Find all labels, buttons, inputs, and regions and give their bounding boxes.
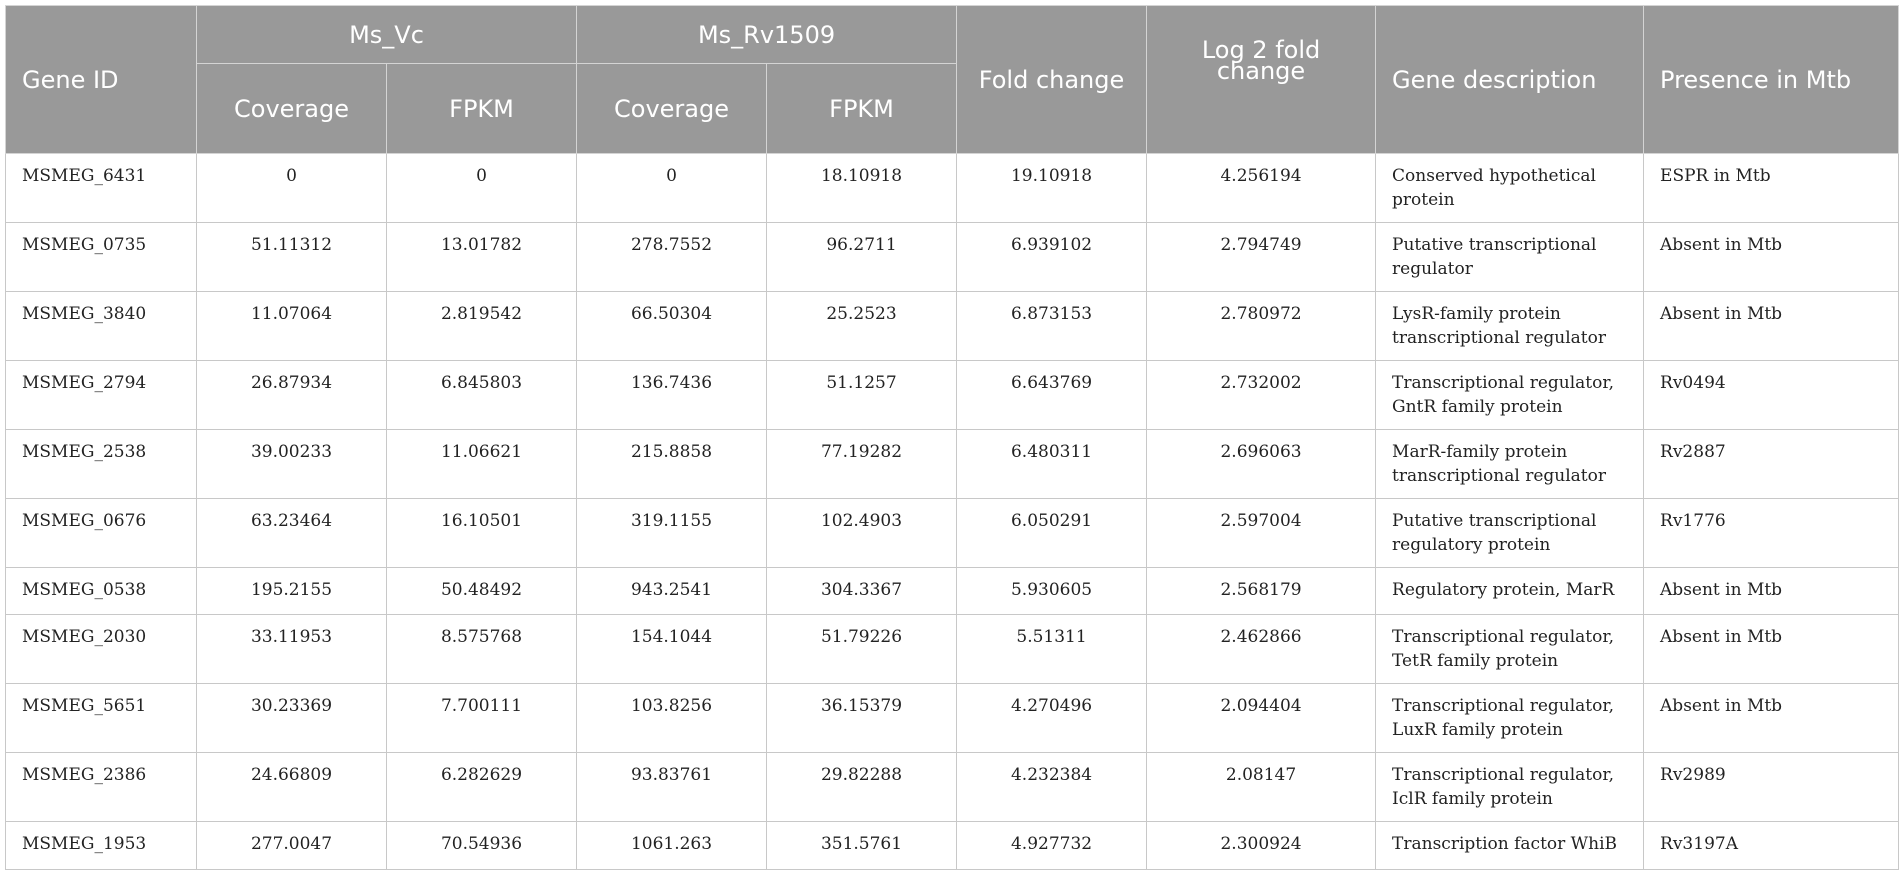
log2-fold-change-cell: 2.696063 [1147, 430, 1376, 499]
vc-coverage-cell: 63.23464 [197, 499, 387, 568]
vc-fpkm-cell: 13.01782 [387, 223, 577, 292]
vc-coverage-cell: 24.66809 [197, 753, 387, 822]
header-group-ms-rv1509: Ms_Rv1509 [577, 6, 957, 64]
vc-fpkm-cell: 70.54936 [387, 822, 577, 870]
rv-fpkm-cell: 51.1257 [767, 361, 957, 430]
rv-fpkm-cell: 96.2711 [767, 223, 957, 292]
log2-fold-change-cell: 2.780972 [1147, 292, 1376, 361]
table-row [6, 430, 1899, 499]
fold-change-cell: 6.050291 [957, 499, 1147, 568]
rv-fpkm-cell: 29.82288 [767, 753, 957, 822]
fold-change-cell: 6.939102 [957, 223, 1147, 292]
fold-change-cell: 19.10918 [957, 154, 1147, 223]
log2-fold-change-cell: 2.794749 [1147, 223, 1376, 292]
vc-coverage-cell: 195.2155 [197, 568, 387, 615]
header-gene-description: Gene description [1376, 6, 1644, 154]
gene-id-cell: MSMEG_0538 [6, 568, 197, 615]
rv-fpkm-cell: 304.3367 [767, 568, 957, 615]
vc-fpkm-cell: 16.10501 [387, 499, 577, 568]
log2-fold-change-cell: 2.094404 [1147, 684, 1376, 753]
vc-coverage-cell: 33.11953 [197, 615, 387, 684]
gene-description-cell: Transcriptional regulator, GntR family protein [1376, 361, 1644, 430]
header-group-ms-vc: Ms_Vc [197, 6, 577, 64]
table-row [6, 223, 1899, 292]
table-row [6, 615, 1899, 684]
presence-cell: Rv2989 [1644, 753, 1899, 822]
fold-change-cell: 6.643769 [957, 361, 1147, 430]
fold-change-cell: 5.51311 [957, 615, 1147, 684]
rv-coverage-cell: 319.1155 [577, 499, 767, 568]
presence-cell: Absent in Mtb [1644, 223, 1899, 292]
gene-description-cell: Putative transcriptional regulatory protein [1376, 499, 1644, 568]
gene-description-cell: Transcriptional regulator, LuxR family protein [1376, 684, 1644, 753]
header-presence-in-mtb: Presence in Mtb [1644, 6, 1899, 154]
table-row [6, 822, 1899, 870]
table-header [6, 6, 1899, 154]
log2-fold-change-cell: 2.08147 [1147, 753, 1376, 822]
vc-coverage-cell: 51.11312 [197, 223, 387, 292]
rv-coverage-cell: 1061.263 [577, 822, 767, 870]
gene-id-cell: MSMEG_1953 [6, 822, 197, 870]
table-row [6, 568, 1899, 615]
vc-coverage-cell: 0 [197, 154, 387, 223]
gene-id-cell: MSMEG_2386 [6, 753, 197, 822]
vc-coverage-cell: 277.0047 [197, 822, 387, 870]
presence-cell: Rv3197A [1644, 822, 1899, 870]
rv-fpkm-cell: 18.10918 [767, 154, 957, 223]
gene-description-cell: Conserved hypothetical protein [1376, 154, 1644, 223]
vc-fpkm-cell: 11.06621 [387, 430, 577, 499]
rv-coverage-cell: 103.8256 [577, 684, 767, 753]
gene-description-cell: Putative transcriptional regulator [1376, 223, 1644, 292]
gene-description-cell: Transcriptional regulator, TetR family protein [1376, 615, 1644, 684]
fold-change-cell: 6.480311 [957, 430, 1147, 499]
presence-cell: Absent in Mtb [1644, 615, 1899, 684]
header-rv-fpkm: FPKM [767, 64, 957, 154]
table-row [6, 154, 1899, 223]
header-log2-fold-change: Log 2 fold change [1147, 6, 1376, 154]
fold-change-cell: 5.930605 [957, 568, 1147, 615]
rv-fpkm-cell: 51.79226 [767, 615, 957, 684]
data-table-container [5, 5, 1898, 870]
header-fold-change: Fold change [957, 6, 1147, 154]
vc-coverage-cell: 30.23369 [197, 684, 387, 753]
rv-fpkm-cell: 102.4903 [767, 499, 957, 568]
vc-coverage-cell: 11.07064 [197, 292, 387, 361]
rv-fpkm-cell: 77.19282 [767, 430, 957, 499]
gene-id-cell: MSMEG_0735 [6, 223, 197, 292]
table-row [6, 499, 1899, 568]
vc-fpkm-cell: 0 [387, 154, 577, 223]
header-rv-coverage: Coverage [577, 64, 767, 154]
fold-change-cell: 6.873153 [957, 292, 1147, 361]
gene-id-cell: MSMEG_3840 [6, 292, 197, 361]
presence-cell: Rv1776 [1644, 499, 1899, 568]
presence-cell: Absent in Mtb [1644, 684, 1899, 753]
rv-coverage-cell: 136.7436 [577, 361, 767, 430]
log2-fold-change-cell: 2.568179 [1147, 568, 1376, 615]
log2-fold-change-cell: 2.462866 [1147, 615, 1376, 684]
gene-id-cell: MSMEG_2030 [6, 615, 197, 684]
presence-cell: ESPR in Mtb [1644, 154, 1899, 223]
gene-id-cell: MSMEG_2538 [6, 430, 197, 499]
vc-fpkm-cell: 7.700111 [387, 684, 577, 753]
gene-description-cell: Regulatory protein, MarR [1376, 568, 1644, 615]
rv-fpkm-cell: 25.2523 [767, 292, 957, 361]
log2-fold-change-cell: 4.256194 [1147, 154, 1376, 223]
table-row [6, 753, 1899, 822]
vc-fpkm-cell: 6.282629 [387, 753, 577, 822]
fold-change-cell: 4.232384 [957, 753, 1147, 822]
log2-fold-change-cell: 2.597004 [1147, 499, 1376, 568]
rv-coverage-cell: 154.1044 [577, 615, 767, 684]
vc-fpkm-cell: 8.575768 [387, 615, 577, 684]
rv-fpkm-cell: 36.15379 [767, 684, 957, 753]
rv-coverage-cell: 66.50304 [577, 292, 767, 361]
rv-coverage-cell: 215.8858 [577, 430, 767, 499]
table-row [6, 684, 1899, 753]
header-vc-coverage: Coverage [197, 64, 387, 154]
table-body [6, 154, 1899, 870]
vc-fpkm-cell: 2.819542 [387, 292, 577, 361]
presence-cell: Rv0494 [1644, 361, 1899, 430]
presence-cell: Absent in Mtb [1644, 568, 1899, 615]
gene-description-cell: LysR-family protein transcriptional regulator [1376, 292, 1644, 361]
log2-fold-change-cell: 2.732002 [1147, 361, 1376, 430]
fold-change-cell: 4.927732 [957, 822, 1147, 870]
table-row [6, 292, 1899, 361]
vc-coverage-cell: 39.00233 [197, 430, 387, 499]
gene-id-cell: MSMEG_5651 [6, 684, 197, 753]
vc-coverage-cell: 26.87934 [197, 361, 387, 430]
rv-coverage-cell: 93.83761 [577, 753, 767, 822]
rv-coverage-cell: 278.7552 [577, 223, 767, 292]
fold-change-cell: 4.270496 [957, 684, 1147, 753]
presence-cell: Absent in Mtb [1644, 292, 1899, 361]
header-vc-fpkm: FPKM [387, 64, 577, 154]
presence-cell: Rv2887 [1644, 430, 1899, 499]
gene-id-cell: MSMEG_6431 [6, 154, 197, 223]
gene-description-cell: Transcriptional regulator, IclR family protein [1376, 753, 1644, 822]
gene-description-cell: Transcription factor WhiB [1376, 822, 1644, 870]
rv-coverage-cell: 943.2541 [577, 568, 767, 615]
header-gene-id: Gene ID [6, 6, 197, 154]
table-row [6, 361, 1899, 430]
gene-expression-table [5, 5, 1899, 870]
log2-fold-change-cell: 2.300924 [1147, 822, 1376, 870]
gene-id-cell: MSMEG_0676 [6, 499, 197, 568]
vc-fpkm-cell: 50.48492 [387, 568, 577, 615]
rv-coverage-cell: 0 [577, 154, 767, 223]
vc-fpkm-cell: 6.845803 [387, 361, 577, 430]
gene-id-cell: MSMEG_2794 [6, 361, 197, 430]
gene-description-cell: MarR-family protein transcriptional regulator [1376, 430, 1644, 499]
rv-fpkm-cell: 351.5761 [767, 822, 957, 870]
